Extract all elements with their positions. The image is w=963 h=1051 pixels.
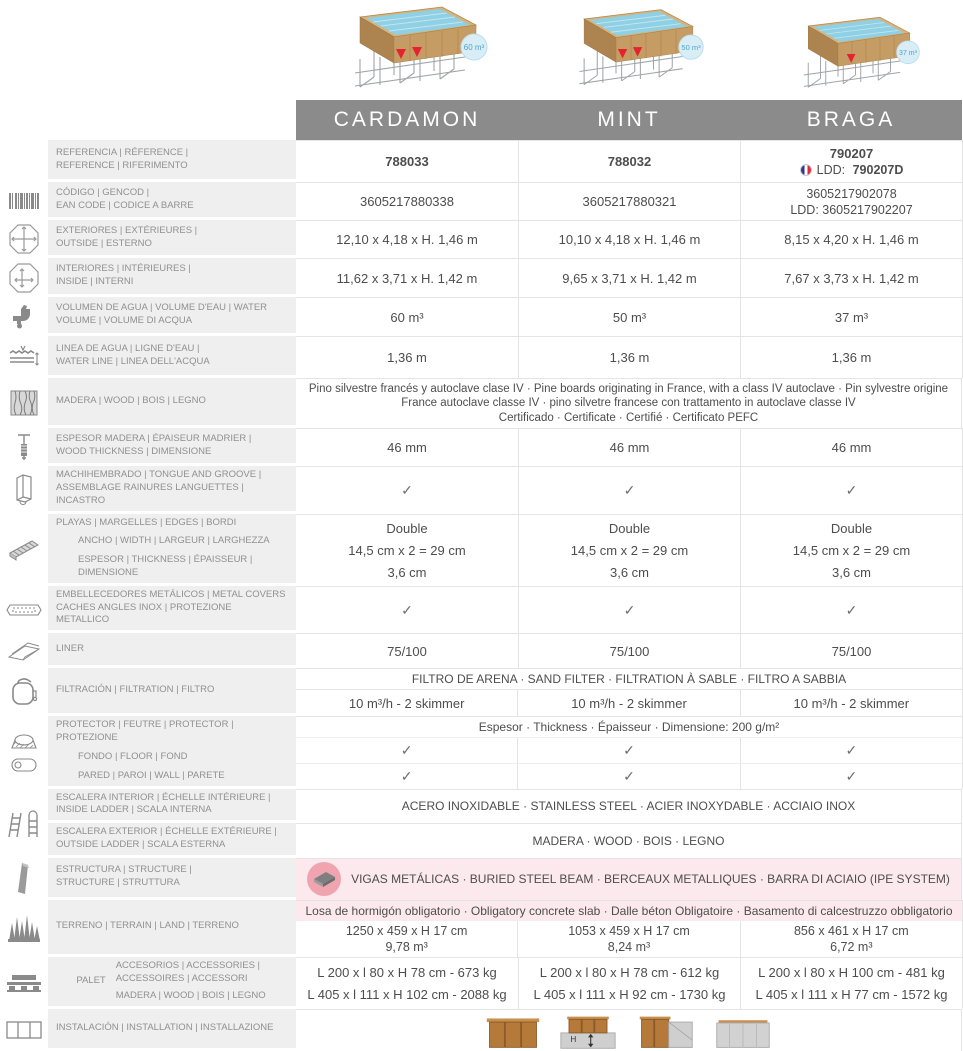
volume-badge-text: 60 m³ (463, 43, 485, 52)
check-cell (740, 587, 962, 633)
value-cell: 856 x 461 x H 17 cm 6,72 m³ (740, 921, 962, 957)
check-cell (296, 764, 517, 789)
check-icon: ✓ (623, 767, 635, 784)
value-cell: 3605217880338 (360, 194, 454, 209)
installation-icon (0, 1009, 48, 1051)
value-cell: 10 m³/h - 2 skimmer (517, 690, 739, 716)
row-label: ESCALERA INTERIOR | ÉCHELLE INTÉRIEURE | INSIDE LADDER | SCALA INTERNA (48, 789, 296, 824)
pool-renders (0, 0, 962, 100)
row-escalera-exterior (48, 823, 962, 858)
row-liner (0, 633, 962, 668)
pool-image-icon (782, 10, 922, 98)
row-label: LINEA DE AGUA | LIGNE D'EAU | WATER LINE | LINEA DELL'ACQUA (48, 336, 296, 378)
row-estructura (0, 858, 962, 900)
product-column-header-mint: MINT (597, 108, 661, 131)
tongue-groove-plank-icon (0, 466, 48, 513)
wood-texture-icon (0, 378, 48, 428)
value-cell: Double 14,5 cm x 2 = 29 cm 3,6 cm (740, 515, 962, 586)
wood-thickness-icon (0, 428, 48, 466)
metal-cover-icon (0, 586, 48, 633)
row-label: TERRENO | TERRAIN | LAND | TERRENO (48, 900, 296, 957)
icon-cell-empty (0, 140, 48, 182)
row-volumen (0, 297, 962, 336)
row-label: EXTERIORES | EXTÉRIEURES | OUTSIDE | ESTERNO (48, 220, 296, 258)
value-cell: 10 m³/h - 2 skimmer (740, 690, 962, 716)
check-cell (518, 587, 740, 633)
row-filtracion (0, 668, 962, 716)
pallet-icon (0, 957, 48, 1009)
check-icon: ✓ (400, 767, 413, 784)
pool-render-mint (556, 0, 706, 98)
filtracion-values (296, 668, 963, 716)
row-label: PALET ACCESORIOS | ACCESSORIES | ACCESSOIRES | ACCESSORI MADERA | WOOD | BOIS | LEGNO (48, 957, 296, 1009)
terreno-values (296, 900, 963, 957)
value-cell: 1,36 m (740, 337, 962, 378)
row-exteriores (0, 220, 962, 258)
value-cell: 60 m³ (390, 309, 424, 325)
check-icon: ✓ (623, 481, 636, 498)
value-cell: 10 m³/h - 2 skimmer (348, 695, 465, 711)
row-interiores (0, 258, 962, 297)
volume-badge-text: 50 m³ (681, 42, 701, 52)
value-cell: 3605217880321 (518, 183, 740, 220)
row-label: LINER (48, 633, 296, 668)
check-cell (517, 764, 739, 789)
instalacion-values (296, 1009, 962, 1051)
row-label: ESCALERA EXTERIOR | ÉCHELLE EXTÉRIEURE | OUTSIDE LADDER | SCALA ESTERNA (48, 823, 296, 858)
row-playas (0, 514, 962, 586)
row-label: PROTECTOR | FEUTRE | PROTECTOR | PROTEZIONE FONDO | FLOOR | FOND PARED | PAROI | WALL | PARETE (48, 716, 296, 788)
row-label: ESPESOR MADERA | ÉPAISEUR MADRIER | WOOD THICKNESS | DIMENSIONE (48, 428, 296, 466)
row-label: INSTALACIÓN | INSTALLATION | INSTALLAZIONE (48, 1009, 296, 1051)
check-cell (296, 467, 518, 513)
value-cell: 1,36 m (387, 350, 427, 365)
inside-dimensions-icon (0, 258, 48, 297)
row-referencia (0, 140, 962, 182)
value-cell: 8,15 x 4,20 x H. 1,46 m (740, 221, 962, 258)
check-icon: ✓ (845, 481, 858, 498)
escalera-exterior-span: MADERA · WOOD · BOIS · LEGNO (532, 833, 725, 848)
row-machihembrado (0, 466, 962, 513)
row-instalacion (0, 1009, 962, 1051)
row-label: REFERENCIA | RÉFERENCE | REFERENCE | RIFERIMENTO (48, 140, 296, 182)
terrain-grass-icon (0, 900, 48, 957)
check-cell (518, 467, 740, 513)
protector-values (296, 716, 963, 788)
row-label: EMBELLECEDORES METÁLICOS | METAL COVERS CACHES ANGLES INOX | PROTEZIONE METALLICO (48, 586, 296, 633)
liner-sheet-icon (0, 633, 48, 668)
value-cell: 1,36 m (518, 337, 740, 378)
volume-badge-text: 37 m³ (899, 49, 917, 57)
value-cell: 75/100 (740, 634, 962, 668)
row-linea-de-agua (0, 336, 962, 378)
row-label: PLAYAS | MARGELLES | EDGES | BORDI ANCHO | WIDTH | LARGEUR | LARGHEZZA ESPESOR | THICKNESS | ÉPAISSEUR | DIMENSIONE (48, 514, 296, 586)
row-codigo (0, 182, 962, 220)
row-label: MACHIHEMBRADO | TONGUE AND GROOVE | ASSEMBLAGE RAINURES LANGUETTES | INCASTRO (48, 466, 296, 513)
steel-beam-icon (0, 858, 48, 900)
pool-image-icon (556, 0, 706, 98)
value-cell: 75/100 (387, 643, 427, 659)
installation-diagram-buried-icon (713, 1013, 773, 1051)
check-icon: ✓ (401, 481, 413, 498)
pool-render-braga (782, 10, 922, 98)
row-protector (0, 716, 962, 788)
installation-diagram-semi-buried-icon (557, 1013, 619, 1051)
product-header-bar (296, 100, 962, 140)
pool-edge-icon (0, 514, 48, 586)
row-label: FILTRACIÓN | FILTRATION | FILTRO (48, 668, 296, 716)
row-label: CÓDIGO | GENCOD | EAN CODE | CODICE A BARRE (48, 182, 296, 220)
value-cell: 37 m³ (740, 298, 962, 336)
value-cell: 12,10 x 4,18 x H. 1,46 m (336, 232, 478, 247)
protector-wall-icon (10, 758, 38, 772)
pool-image-icon (330, 0, 490, 98)
row-label: VOLUMEN DE AGUA | VOLUME D'EAU | WATER VOLUME | VOLUME DI ACQUA (48, 297, 296, 336)
estructura-span-cell: VIGAS METÁLICAS · BURIED STEEL BEAM · BERCEAUX METALLIQUES · BARRA DI ACIAIO (IPE SYSTEM) (296, 858, 962, 900)
row-embellecedores (0, 586, 962, 633)
installation-diagram-sloped-icon (635, 1013, 697, 1051)
value-cell: 7,67 x 3,73 x H. 1,42 m (740, 259, 962, 297)
water-line-icon (0, 336, 48, 378)
check-cell (740, 738, 962, 763)
value-cell: 9,65 x 3,71 x H. 1,42 m (518, 259, 740, 297)
value-cell: 75/100 (518, 634, 740, 668)
row-label: ESTRUCTURA | STRUCTURE | STRUCTURE | STRUTTURA (48, 858, 296, 900)
check-icon: ✓ (623, 601, 636, 618)
protector-span: Espesor · Thickness · Épaisseur · Dimensione: 200 g/m² (478, 720, 780, 735)
product-column-header-cardamon: CARDAMON (333, 108, 481, 131)
check-cell (517, 738, 739, 763)
row-palet (0, 957, 962, 1009)
check-icon: ✓ (845, 767, 858, 784)
value-cell: 788032 (518, 141, 740, 182)
value-cell: 1053 x 459 x H 17 cm 8,24 m³ (517, 921, 739, 957)
value-cell: Double 14,5 cm x 2 = 29 cm 3,6 cm (518, 515, 740, 586)
value-cell: 46 mm (518, 429, 740, 466)
pool-render-cardamon (330, 0, 490, 98)
water-tap-icon (0, 297, 48, 336)
value-cell: 788033 (385, 154, 429, 169)
value-cell: L 200 x l 80 x H 78 cm - 673 kg L 405 x l 111 x H 102 cm - 2088 kg (307, 964, 507, 1002)
check-cell (296, 587, 518, 633)
ladder-icon (0, 789, 48, 858)
sand-filter-icon (0, 668, 48, 716)
check-cell (740, 764, 962, 789)
row-escaleras (0, 789, 962, 858)
row-terreno (0, 900, 962, 957)
product-column-header-braga: BRAGA (806, 108, 896, 131)
check-icon: ✓ (400, 742, 413, 759)
check-cell (740, 467, 962, 513)
height-label: H (570, 1034, 577, 1044)
check-icon: ✓ (623, 742, 635, 759)
row-escalera-interior (48, 789, 962, 824)
check-icon: ✓ (845, 742, 858, 759)
barcode-icon (0, 182, 48, 220)
value-cell: 46 mm (740, 429, 962, 466)
row-madera (0, 378, 962, 428)
value-cell: 11,62 x 3,71 x H. 1,42 m (336, 270, 478, 286)
escalera-interior-span: ACERO INOXIDABLE · STAINLESS STEEL · ACIER INOXYDABLE · ACCIAIO INOX (401, 799, 856, 814)
filtracion-span: FILTRO DE ARENA · SAND FILTER · FILTRATION À SABLE · FILTRO A SABBIA (296, 669, 962, 690)
value-cell: L 200 x l 80 x H 100 cm - 481 kg L 405 x l 111 x H 77 cm - 1572 kg (740, 958, 962, 1009)
terreno-span: Losa de hormigón obligatorio · Obligatory concrete slab · Dalle béton Obligatoire · Basamento di calcestruzzo obbligatorio (296, 901, 962, 921)
check-icon: ✓ (401, 601, 413, 618)
spec-table (0, 140, 962, 1051)
row-label: INTERIORES | INTÉRIEURES | INSIDE | INTERNI (48, 258, 296, 297)
madera-span-cell: Pino silvestre francés y autoclave clase IV · Pine boards originating in France, with a class IV autoclave · Pin sylvestre origine France autoclave classe IV · pino silvetre francese con trattamento in autoclave classe IV Certificado · Certificate · Certifié · Certificato PEFC (296, 378, 962, 428)
row-label: MADERA | WOOD | BOIS | LEGNO (48, 378, 296, 428)
installation-diagram-above-ground-icon (485, 1013, 541, 1051)
row-espesor-madera (0, 428, 962, 466)
check-icon: ✓ (845, 601, 858, 618)
value-cell: L 200 x l 80 x H 78 cm - 612 kg L 405 x l 111 x H 92 cm - 1730 kg (518, 958, 740, 1009)
value-cell: 46 mm (387, 440, 427, 456)
value-cell: Double 14,5 cm x 2 = 29 cm 3,6 cm (348, 520, 466, 580)
french-flag-icon (800, 164, 812, 176)
value-cell: 1250 x 459 x H 17 cm 9,78 m³ (345, 923, 468, 954)
check-cell (296, 738, 517, 763)
value-cell: 50 m³ (518, 298, 740, 336)
outside-dimensions-icon (0, 220, 48, 258)
value-cell: 790207 LDD: 790207D (740, 141, 962, 182)
slab-badge-icon (307, 862, 341, 896)
value-cell: 10,10 x 4,18 x H. 1,46 m (518, 221, 740, 258)
value-cell: 3605217902078 LDD: 3605217902207 (740, 183, 962, 220)
protector-floor-icon (9, 733, 39, 753)
